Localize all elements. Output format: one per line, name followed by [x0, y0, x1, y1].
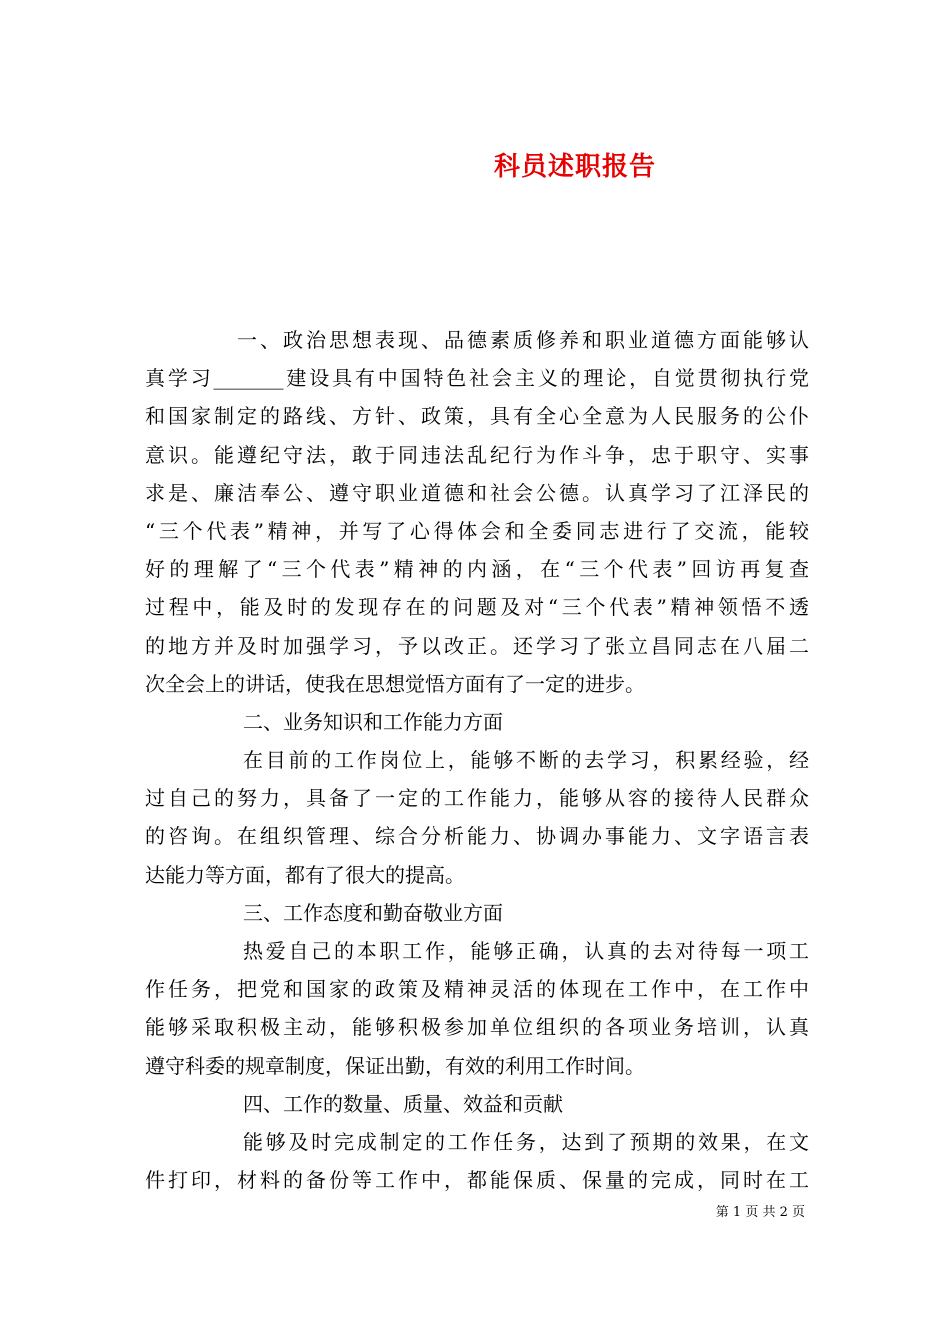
- paragraph-line: 件打印，材料的备份等工作中，都能保质、保量的完成，同时在工: [145, 1168, 809, 1193]
- paragraph-line: 能够及时完成制定的工作任务，达到了预期的效果，在文: [243, 1129, 809, 1154]
- paragraph-line: 意识。能遵纪守法，敢于同违法乱纪行为作斗争，忠于职守、实事: [145, 442, 809, 467]
- paragraph-line: 和国家制定的路线、方针、政策，具有全心全意为人民服务的公仆: [145, 404, 809, 429]
- paragraph-line: 次全会上的讲话，使我在思想觉悟方面有了一定的进步。: [145, 671, 645, 696]
- page-number-footer: 第 1 页 共 2 页: [715, 1205, 805, 1220]
- section-4-heading: 四、工作的数量、质量、效益和贡献: [243, 1091, 563, 1116]
- section-1-heading-line: 一、政治思想表现、品德素质修养和职业道德方面能够认: [237, 328, 809, 352]
- paragraph-line: 热爱自己的本职工作，能够正确，认真的去对待每一项工: [243, 939, 809, 963]
- paragraph-line: 的咨询。在组织管理、综合分析能力、协调办事能力、文字语言表: [145, 824, 809, 849]
- paragraph-line: 过程中，能及时的发现存在的问题及对“三个代表”精神领悟不透: [145, 595, 809, 620]
- paragraph-line: 真学习_______建设具有中国特色社会主义的理论，自觉贯彻执行党: [145, 366, 809, 391]
- document-body: [145, 321, 809, 1199]
- paragraph-line: 达能力等方面，都有了很大的提高。: [145, 862, 465, 887]
- paragraph-line: “三个代表”精神，并写了心得体会和全委同志进行了交流，能较: [145, 518, 809, 543]
- section-2-heading: 二、业务知识和工作能力方面: [243, 709, 503, 734]
- document-title: 科员述职报告: [493, 152, 656, 183]
- paragraph-line: 作任务，把党和国家的政策及精神灵活的体现在工作中，在工作中: [145, 977, 809, 1002]
- section-3-heading: 三、工作态度和勤奋敬业方面: [243, 900, 503, 925]
- paragraph-line: 求是、廉洁奉公、遵守职业道德和社会公德。认真学习了江泽民的: [145, 480, 809, 505]
- paragraph-line: 的地方并及时加强学习，予以改正。还学习了张立昌同志在八届二: [145, 633, 809, 658]
- paragraph-line: 遵守科委的规章制度，保证出勤，有效的利用工作时间。: [145, 1053, 645, 1078]
- paragraph-line: 在目前的工作岗位上，能够不断的去学习，积累经验，经: [243, 748, 809, 773]
- paragraph-line: 过自己的努力，具备了一定的工作能力，能够从容的接待人民群众: [145, 786, 809, 811]
- paragraph-line: 好的理解了“三个代表”精神的内涵，在“三个代表”回访再复查: [145, 557, 809, 582]
- paragraph-line: 能够采取积极主动，能够积极参加单位组织的各项业务培训，认真: [145, 1015, 809, 1040]
